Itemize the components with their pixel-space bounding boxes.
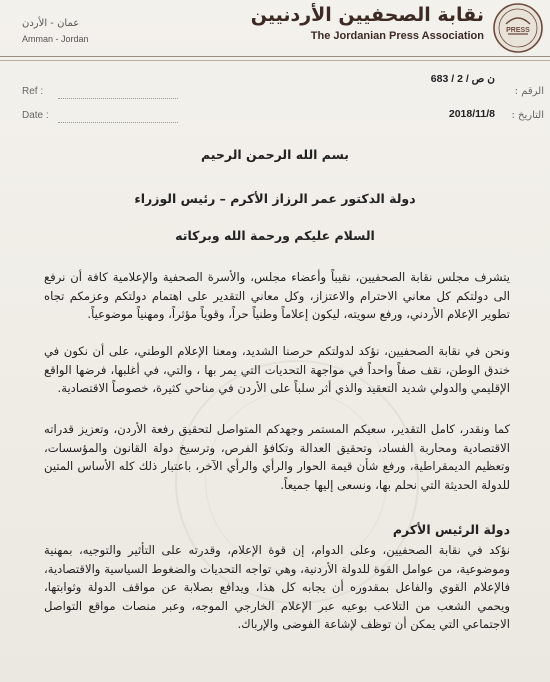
ref-line-left (58, 98, 178, 99)
paragraph-2: ونحن في نقابة الصحفيين، نؤكد لدولتكم حرصنا الشديد، ومعنا الإعلام الوطني، على أن نكون في خندق الوطن، نقف صفاً واحداً في مواجهة التحديات التي يمر بها ، والتي، في أغلبها، فرضها الواقع الإقليمي والدولي شديد التعقيد والذي أثر سلباً على الأردن في مناحي كثيرة، خصوصاً الاقتصادية. (44, 344, 510, 395)
paragraph-1: يتشرف مجلس نقابة الصحفيين، نقيباً وأعضاء مجلس، والأسرة الصحفية والإعلامية كافة أن نرفع الى دولتكم كل معاني الاحترام والاعتزاز، وكل معاني التقدير على اهتمام دولتكم وعزمكم تجاه تطوير الإعلام الأردني، ورفع سويته، ليكون إعلاماً وطنياً حراً، وقوياً مؤثراً، ومهنياً موضوعياً. (44, 270, 510, 321)
date-line-left (58, 122, 178, 123)
organization-name-english: The Jordanian Press Association (310, 30, 484, 42)
press-association-logo-icon (492, 2, 544, 54)
sub-heading: دولة الرئيس الأكرم (392, 522, 510, 537)
letterhead (0, 0, 550, 60)
date-label: Date : (22, 110, 49, 121)
bismillah: بسم الله الرحمن الرحيم (201, 147, 349, 162)
date-value: 2018/11/8 (448, 108, 495, 120)
ref-label-arabic: الرقم : (514, 86, 544, 97)
paragraph-3: كما ونقدر، كامل التقدير، سعيكم المستمر وجهدكم المتواصل لتحقيق رفعة الأردن، وتعزيز قدراته الاقتصادية ومحاربة الفساد، وتحقيق العدالة وتكافؤ الفرص، وترسيخ دولة القانون والمؤسسات، وتعظيم الديمقراطية، ورفع شأن قيمة الحوار والرأي والرأي الآخر، باعتبار ذلك كله الأساس المتين للدولة الحديثة التي نحلم بها، ونسعى إليها جميعاً. (44, 422, 510, 492)
city-english: Amman - Jordan (22, 34, 89, 44)
ref-value: ن ص / 2 / 683 (430, 73, 495, 85)
greeting: السلام عليكم ورحمة الله وبركاته (175, 228, 375, 243)
svg-text:PRESS: PRESS (506, 27, 530, 34)
header-divider (0, 56, 550, 57)
addressee: دولة الدكتور عمر الرزاز الأكرم – رئيس الوزراء (134, 191, 416, 206)
date-label-arabic: التاريخ : (511, 110, 544, 121)
paragraph-4: نؤكد في نقابة الصحفيين، وعلى الدوام، إن قوة الإعلام، وقدرته على التأثير والتوجيه، بمهنية وموضوعية، من عوامل القوة للدولة الأردنية، وهي تواجه التحديات والضغوط السياسية والاقتصادية، فالإعلام القوي والفاعل بمقدوره أن يجابه كل هذا، ويدافع بصلابة عن مواقف الدولة وثوابتها، ويحمي الشعب من التلاعب بوعيه عبر الإعلام الخارجي الموجه، وعبر منصات مواقع التواصل الاجتماعي التي يمكن أن توظف لإشاعة الفوضى والإرباك. (44, 543, 510, 631)
ref-label: Ref : (22, 86, 44, 97)
organization-name-arabic: نقابة الصحفيين الأردنيين (250, 4, 484, 26)
city-arabic: عمان - الأردن (22, 18, 80, 29)
header-divider-secondary (0, 60, 550, 61)
